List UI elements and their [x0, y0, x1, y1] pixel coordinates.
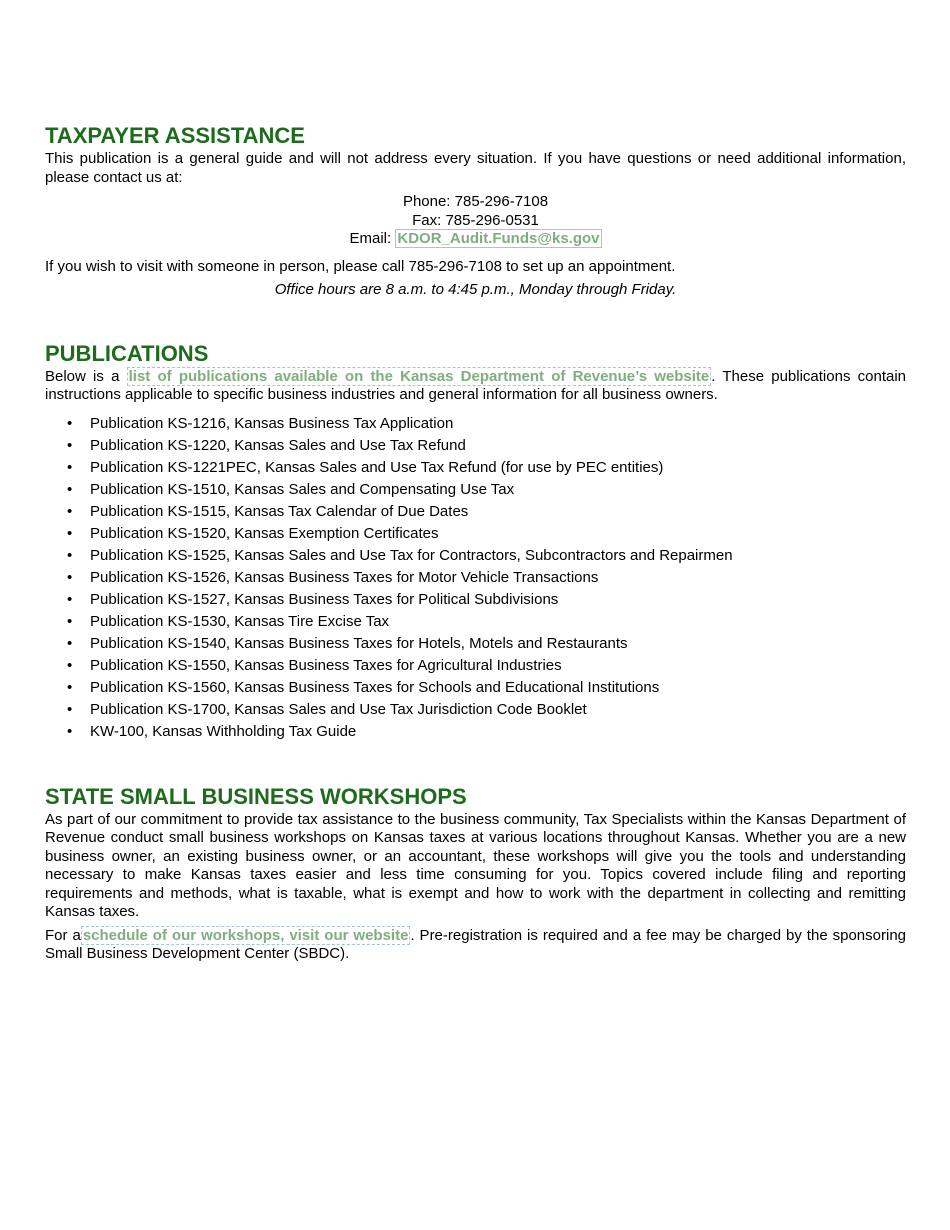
publications-intro-prefix: Below is a [45, 367, 120, 385]
phone-number: Phone: 785-296-7108 [402, 193, 549, 210]
workshops-schedule-suffix: . Pre-registration is required and a fee may be charged by the sponsoring Small Business Development Center (SBDC). [45, 926, 906, 962]
list-item: • Publication KS-1221PEC, Kansas Sales and Use Tax Refund (for use by PEC entities) [45, 457, 906, 479]
list-item: • Publication KS-1510, Kansas Sales and Compensating Use Tax [45, 479, 906, 501]
list-item: • Publication KS-1515, Kansas Tax Calendar of Due Dates [45, 501, 906, 523]
fax-number: Fax: 785-296-0531 [412, 211, 539, 229]
workshops-schedule-link[interactable]: schedule of our workshops, visit our website [82, 926, 409, 944]
list-item: • Publication KS-1216, Kansas Business Tax Application [45, 413, 906, 435]
list-item: • Publication KS-1527, Kansas Business Taxes for Political Subdivisions [45, 589, 906, 611]
workshops-heading: STATE SMALL BUSINESS WORKSHOPS [45, 783, 467, 809]
workshops-paragraph: As part of our commitment to provide tax assistance to the business community, Tax Specialists within the Kansas Department of Revenue conduct small business workshops on Kansas taxes at various locations throughout Kansas. Whether you are a new business owner, an existing business owner, or an accountant, these workshops will give you the tools and understanding necessary to make Kansas taxes easier and less time consuming for you. Topics covered include filing and reporting requirements and methods, what is taxable, what is exempt and how to work with the department in collecting and remitting Kansas taxes. [45, 810, 906, 920]
list-item: • Publication KS-1550, Kansas Business Taxes for Agricultural Industries [45, 655, 906, 677]
email-label: Email: [349, 230, 392, 247]
taxpayer-assistance-heading: TAXPAYER ASSISTANCE [45, 123, 305, 148]
list-item: • Publication KS-1520, Kansas Exemption Certificates [45, 523, 906, 545]
publications-section [45, 340, 906, 743]
visit-text: If you wish to visit with someone in person, please call 785-296-7108 to set up an appointment. [45, 257, 676, 275]
publications-heading: PUBLICATIONS [45, 340, 209, 366]
office-hours: Office hours are 8 a.m. to 4:45 p.m., Monday through Friday. [274, 281, 677, 298]
workshops-schedule-prefix: For a [45, 926, 81, 944]
list-item: • KW-100, Kansas Withholding Tax Guide [45, 721, 906, 743]
document-page [45, 122, 906, 964]
publications-list [45, 413, 906, 743]
contact-block [45, 193, 906, 249]
email-link[interactable]: KDOR_Audit.Funds@ks.gov [397, 230, 600, 247]
email-line [45, 230, 906, 249]
list-item: • Publication KS-1700, Kansas Sales and Use Tax Jurisdiction Code Booklet [45, 699, 906, 721]
publications-intro [45, 368, 906, 405]
list-item: • Publication KS-1540, Kansas Business Taxes for Hotels, Motels and Restaurants [45, 633, 906, 655]
list-item: • Publication KS-1560, Kansas Business Taxes for Schools and Educational Institutions [45, 677, 906, 699]
publications-intro-suffix: . These publications contain instructions applicable to specific business industries and general information for all business owners. [45, 367, 907, 403]
taxpayer-assistance-intro: This publication is a general guide and will not address every situation. If you have questions or need additional information, please contact us at: [45, 150, 906, 186]
list-item: • Publication KS-1220, Kansas Sales and Use Tax Refund [45, 435, 906, 457]
taxpayer-assistance-section [45, 122, 906, 300]
list-item: • Publication KS-1530, Kansas Tire Excise Tax [45, 611, 906, 633]
publications-list-link[interactable]: list of publications available on the Kansas Department of Revenue’s website [128, 367, 710, 385]
list-item: • Publication KS-1526, Kansas Business Taxes for Motor Vehicle Transactions [45, 567, 906, 589]
list-item: • Publication KS-1525, Kansas Sales and Use Tax for Contractors, Subcontractors and Repairmen [45, 545, 906, 567]
workshops-section [45, 783, 906, 964]
workshops-schedule [45, 927, 906, 964]
